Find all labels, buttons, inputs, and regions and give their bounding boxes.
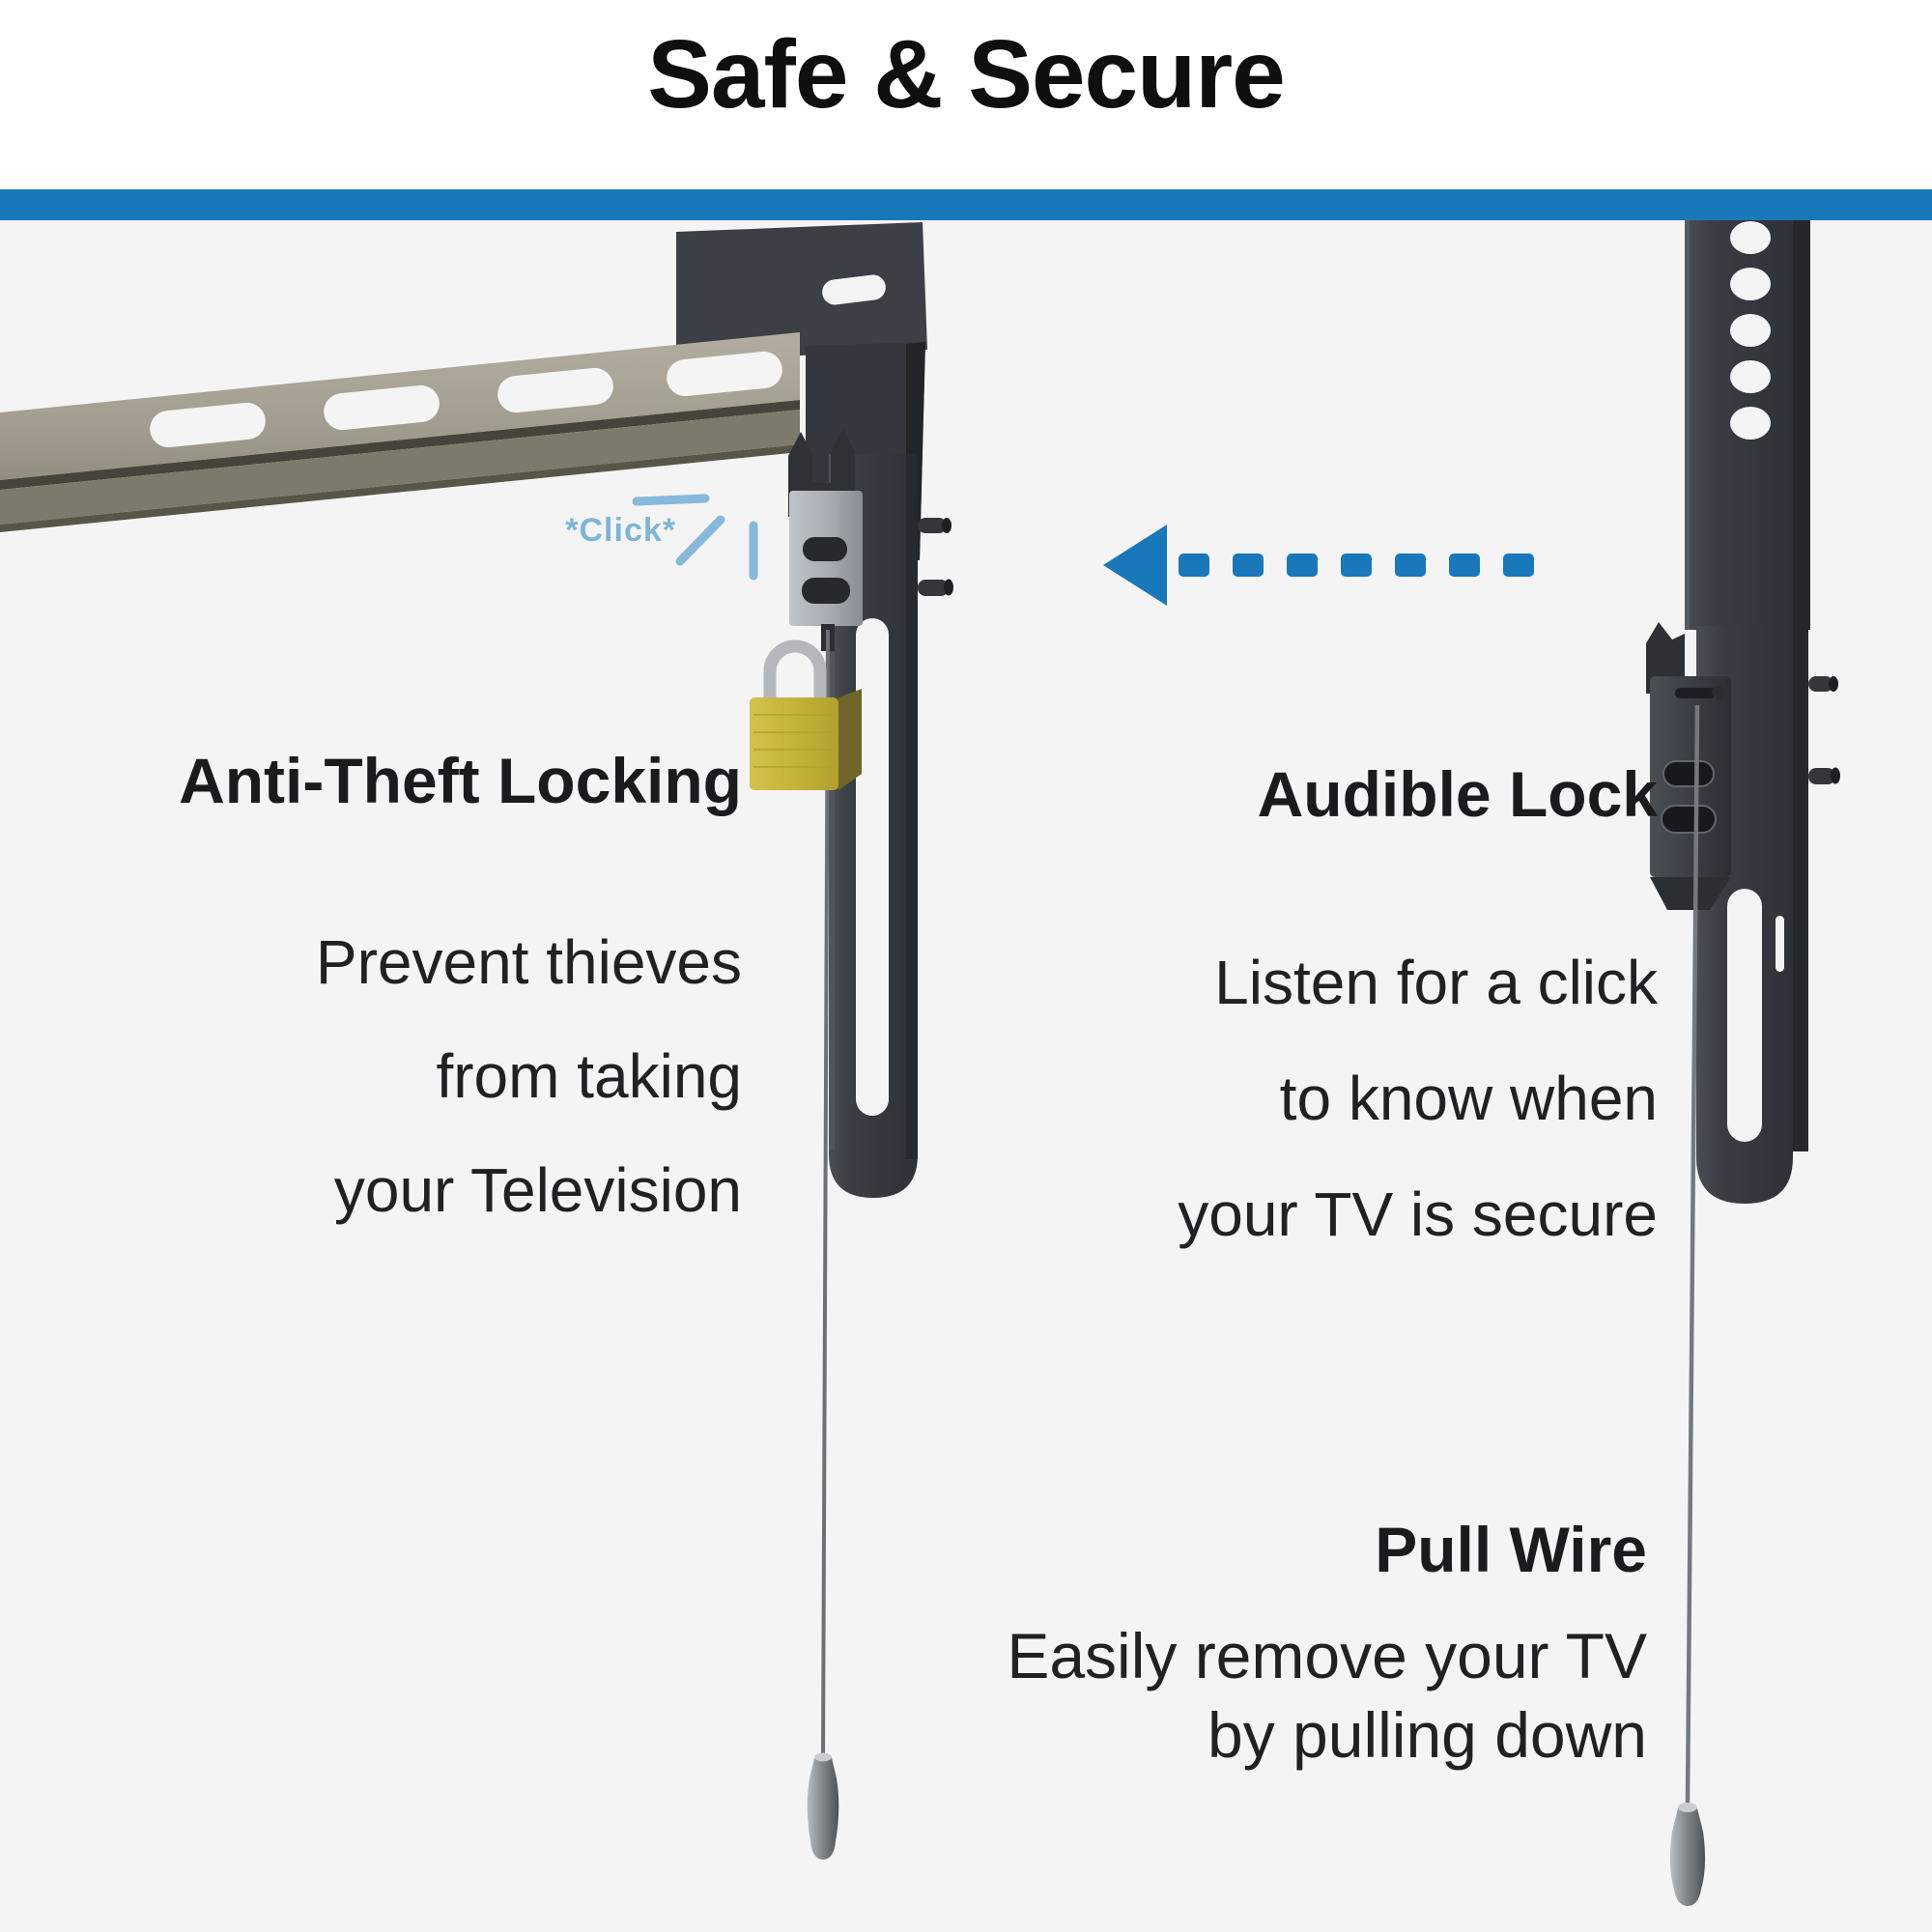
- right-mount-assembly: [1646, 220, 1840, 1906]
- anti-theft-line: Prevent thieves: [315, 926, 742, 997]
- callout-audible-lock: [1178, 759, 1658, 1272]
- pull-wire-line: Easily remove your TV: [1007, 1619, 1647, 1691]
- audible-lock-line: to know when: [1279, 1063, 1658, 1133]
- anti-theft-line: your Television: [333, 1154, 742, 1225]
- pull-wire-line: by pulling down: [1208, 1698, 1647, 1771]
- tv-rail-right: [1685, 220, 1810, 630]
- left-rail-pins: [918, 518, 953, 596]
- audible-lock-line: your TV is secure: [1178, 1179, 1658, 1249]
- pull-wire-left: [823, 630, 828, 1756]
- pull-handle-left: [808, 1753, 839, 1861]
- pull-handle-right: [1670, 1803, 1705, 1906]
- right-rail-pins: [1808, 676, 1840, 784]
- audible-lock-line: Listen for a click: [1214, 947, 1658, 1017]
- rail-slot: [1727, 889, 1762, 1142]
- callout-anti-theft: [179, 746, 742, 1247]
- audible-lock-heading: Audible Lock: [1257, 758, 1658, 830]
- dashed-arrow-icon: [1103, 525, 1534, 606]
- pull-wire-heading: Pull Wire: [1375, 1514, 1647, 1585]
- click-annotation-label: *Click*: [565, 512, 676, 549]
- page-title: Safe & Secure: [647, 20, 1285, 128]
- anti-theft-line: from taking: [436, 1040, 742, 1111]
- anti-theft-heading: Anti-Theft Locking: [179, 745, 742, 816]
- callout-pull-wire: [1007, 1515, 1647, 1775]
